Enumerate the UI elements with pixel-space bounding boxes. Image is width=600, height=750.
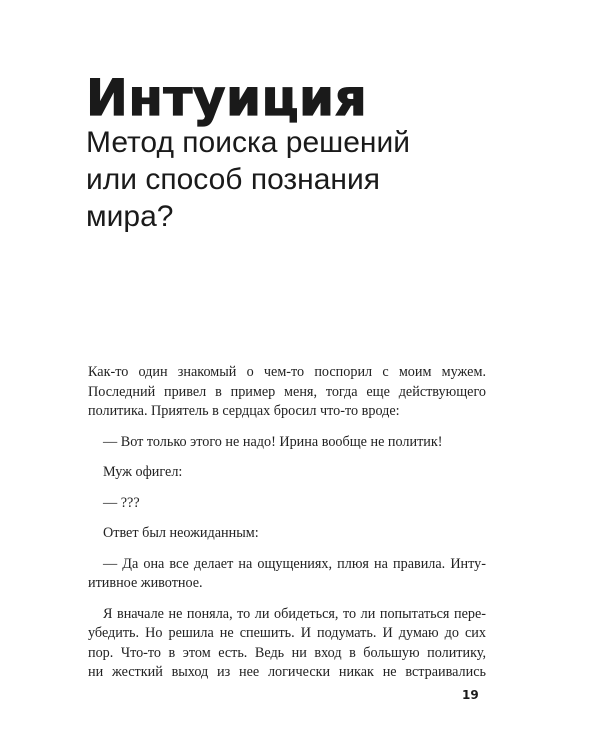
text-line: ни жесткий выход из нее логически никак не встраивались: [88, 664, 486, 680]
text-line: Муж офигел:: [103, 464, 183, 480]
subtitle-line: или способ познания: [86, 163, 380, 196]
paragraph-5: [88, 524, 486, 544]
subtitle-line: Метод поиска решений: [86, 126, 410, 159]
paragraph-1: [88, 363, 486, 422]
paragraph-6: [88, 555, 486, 594]
paragraph-3: [88, 463, 486, 483]
text-line: Ответ был неожиданным:: [103, 525, 259, 541]
text-line: убедить. Но решила не спешить. И подумать. И думаю до сих: [88, 625, 486, 641]
page-number: 19: [462, 688, 479, 702]
paragraph-4: [88, 494, 486, 514]
text-line: пор. Что-то в этом есть. Ведь ни вход в большую политику,: [88, 644, 486, 661]
subtitle-line: мира?: [86, 200, 174, 233]
text-line: — Вот только этого не надо! Ирина вообще не политик!: [103, 433, 443, 450]
body-text: [88, 363, 486, 683]
text-line: итивное животное.: [88, 575, 203, 591]
text-line: Как-то один знакомый о чем-то поспорил с моим мужем.: [88, 364, 486, 380]
paragraph-7: [88, 605, 486, 683]
text-line: — Да она все делает на ощущениях, плюя на правила. Инту-: [103, 555, 486, 572]
chapter-subtitle: [86, 124, 506, 235]
text-line: политика. Приятель в сердцах бросил что-то вроде:: [88, 403, 400, 419]
chapter-title: Интуиция: [86, 69, 368, 127]
text-line: Я вначале не поняла, то ли обидеться, то ли попытаться пере-: [103, 605, 486, 622]
text-line: Последний привел в пример меня, тогда еще действующего: [88, 383, 486, 400]
paragraph-2: [88, 433, 486, 453]
text-line: — ???: [103, 494, 140, 511]
